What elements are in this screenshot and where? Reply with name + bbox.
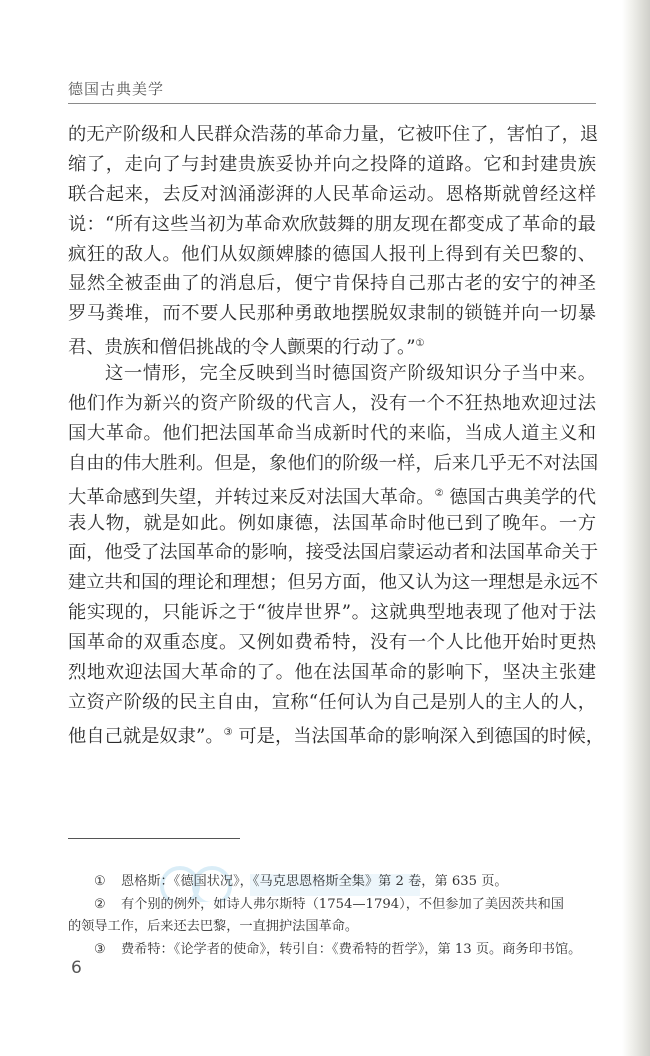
body-line (68, 359, 596, 389)
body-line-text: 立资产阶级的民主自由，宣称“任何认为自己是别人的主人的人， (68, 691, 596, 713)
body-text (68, 120, 605, 748)
footnotes (68, 871, 596, 961)
body-line-text: 缩了，走向了与封建贵族妥协并向之投降的道路。它和封建贵族 (68, 153, 596, 175)
body-line-text: 他们作为新兴的资产阶级的代言人，没有一个不狂热地欢迎过法 (68, 393, 596, 415)
footnote-line (68, 939, 596, 962)
body-line (68, 449, 599, 479)
body-line-text: 表人物，就是如此。例如康德，法国革命时他已到了晚年。一方 (68, 512, 596, 534)
body-line-text: 联合起来，去反对汹涌澎湃的人民革命运动。恩格斯就曾经这样 (68, 183, 596, 205)
body-line-text: 这一情形，完全反映到当时德国资产阶级知识分子当中来。 (105, 363, 596, 385)
body-line (68, 718, 605, 748)
body-line-text: 国大革命。他们把法国革命当成新时代的来临，当成人道主义和 (68, 422, 596, 444)
body-line-text: 建立共和国的理论和理想；但另方面，他又认为这一理想是永远不 (68, 572, 599, 594)
body-line-text: 君、贵族和僧侣挑战的令人颤栗的行动了。” (68, 337, 416, 359)
footnote-text: 费希特：《论学者的使命》，转引自：《费希特的哲学》，第 13 页。商务印书馆。 (121, 941, 582, 957)
body-line (68, 299, 596, 329)
body-line-text-continued: 德国古典美学的代 (443, 486, 597, 508)
page-number: 6 (71, 958, 82, 978)
body-line (68, 180, 596, 210)
body-line (68, 210, 596, 240)
body-line (68, 269, 596, 299)
body-line-text: 他自己就是奴隶”。 (68, 725, 224, 747)
page-edge-shadow (622, 0, 650, 1056)
footnote-rule (68, 838, 240, 839)
body-line-text: 的无产阶级和人民群众浩荡的革命力量，它被吓住了，害怕了，退 (68, 124, 599, 145)
body-line-text-continued: 可是，当法国革命的影响深入到德国的时候， (232, 725, 605, 747)
body-line (68, 658, 596, 688)
footnote-mark: ① (94, 874, 106, 889)
body-line (68, 329, 596, 359)
footnote-mark: ③ (94, 941, 106, 957)
body-line-text: 烈地欢迎法国大革命的了。他在法国革命的影响下，坚决主张建 (68, 662, 596, 684)
body-line-text: 显然全被歪曲了的消息后，便宁肯保持自己那古老的安宁的神圣 (68, 273, 596, 295)
body-line-text: 国革命的双重态度。又例如费希特，没有一个人比他开始时更热 (68, 632, 596, 654)
body-line (68, 389, 596, 419)
body-line (68, 538, 599, 568)
body-line-text: 面，他受了法国革命的影响，接受法国启蒙运动者和法国革命关于 (68, 542, 599, 564)
footnote-reference[interactable]: ② (434, 487, 444, 499)
body-line (68, 628, 596, 658)
footnote-line (68, 894, 596, 917)
footnote-reference[interactable]: ③ (223, 726, 233, 738)
footnote-line (68, 871, 596, 894)
running-head: 德国古典美学 (68, 80, 165, 98)
body-line (68, 479, 596, 509)
footnote-reference[interactable]: ① (415, 338, 425, 350)
body-line-text: 罗马粪堆，而不要人民那种勇敢地摆脱奴隶制的锁链并向一切暴 (68, 303, 596, 325)
body-line-text: 疯狂的敌人。他们从奴颜婢膝的德国人报刊上得到有关巴黎的、 (68, 243, 596, 265)
body-line-text: 说：“所有这些当初为革命欢欣鼓舞的朋友现在都变成了革命的最 (68, 213, 596, 235)
footnote-text: 恩格斯：《德国状况》，《马克思恩格斯全集》第 2 卷，第 635 页。 (121, 874, 508, 889)
body-line (68, 598, 596, 628)
footnote-text: 有个别的例外，如诗人弗尔斯特（1754—1794），不但参加了美因茨共和国 (121, 896, 564, 912)
body-line-text: 自由的伟大胜利。但是，象他们的阶级一样，后来几乎无不对法国 (68, 452, 599, 474)
body-line-text: 能实现的，只能诉之于“彼岸世界”。这就典型地表现了他对于法 (68, 602, 596, 624)
footnote-line (68, 916, 596, 939)
body-line (68, 509, 596, 539)
body-line (68, 240, 596, 270)
footnote-mark: ② (94, 896, 106, 912)
header-rule (68, 103, 596, 104)
footnote-text: 的领导工作，后来还去巴黎，一直拥护法国革命。 (68, 919, 359, 934)
body-line (68, 568, 599, 598)
body-line (68, 120, 599, 150)
body-line (68, 419, 596, 449)
body-line-text: 大革命感到失望，并转过来反对法国大革命。 (68, 486, 435, 508)
body-line (68, 688, 596, 718)
body-line (68, 150, 596, 180)
